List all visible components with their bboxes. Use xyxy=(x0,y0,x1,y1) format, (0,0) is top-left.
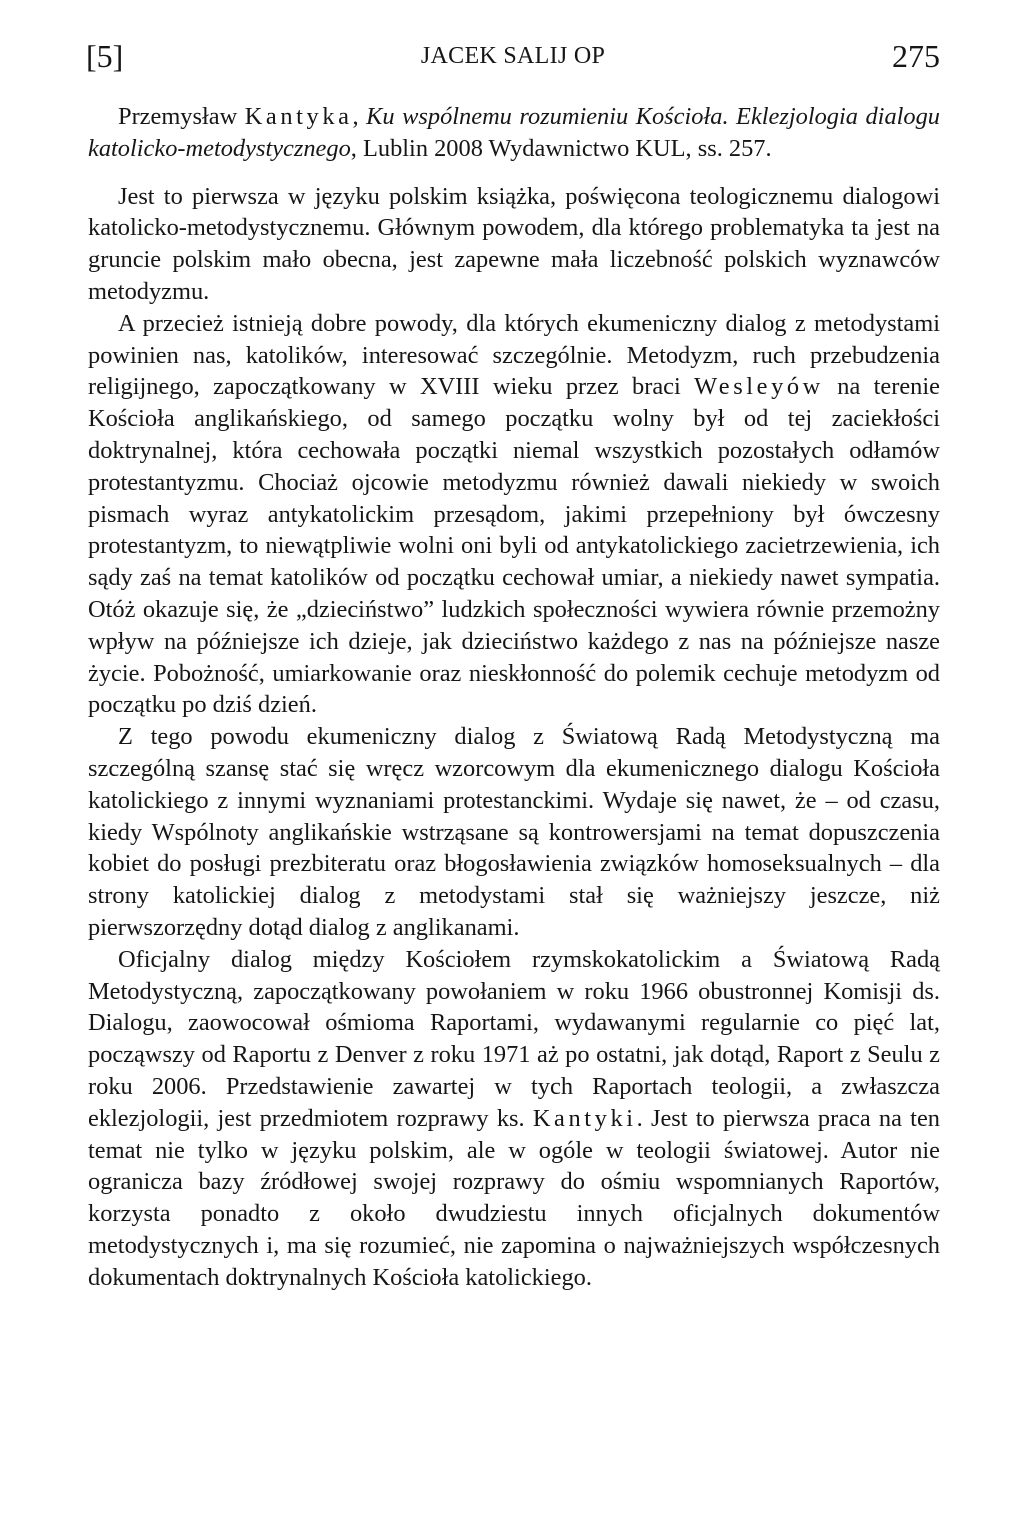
paragraph-2 xyxy=(88,308,940,721)
running-header xyxy=(86,34,940,78)
citation-author-last: Kantyka xyxy=(244,103,353,130)
section-number: [5] xyxy=(86,38,124,74)
citation-publication: , Lublin 2008 Wydawnictwo KUL, ss. 257. xyxy=(350,134,772,162)
page-number: 275 xyxy=(892,38,940,74)
paragraph-2-spaced-name: Wesleyów xyxy=(694,373,824,401)
paragraph-4-text-b: . Jest to pierwsza praca na ten temat nie tylko w języku polskim, ale w ogóle w teologii światowej. Autor nie ogranicza bazy źródłowej swojej rozprawy do ośmiu wspomnianych Raportów, korzysta ponadto z około dwudziestu innych oficjalnych dokumentów metodystycznych i, ma się rozumieć, nie zapomina o najważniejszych współczesnych dokumentach doktrynalnych Kościoła katolickiego. xyxy=(88,1104,940,1291)
book-citation: Przemysław Kantyka, Ku wspólnemu rozumieniu Kościoła. Eklezjologia dialogu katolicko-metodystycznego, Lublin 2008 Wydawnictwo KUL, ss. 257. xyxy=(88,103,940,162)
paragraph-4-text-a: Oficjalny dialog między Kościołem rzymskokatolickim a Światową Radą Metodystyczną, zapoczątkowany powołaniem w roku 1966 obustronnej Komisji ds. Dialogu, zaowocował ośmioma Raportami, wydawanymi regularnie co pięć lat, począwszy od Raportu z Denver z roku 1971 aż po ostatni, jak dotąd, Raport z Seulu z roku 2006. Przedstawienie zawartej w tych Raportach teologii, a zwłaszcza eklezjologii, jest przedmiotem rozprawy ks. xyxy=(88,945,940,1132)
paragraph-1: Jest to pierwsza w języku polskim książka, poświęcona teologicznemu dialogowi katolicko-metodystycznemu. Głównym powodem, dla którego problematyka ta jest na gruncie polskim mało obecna, jest zapewne mała liczebność polskich wyznawców metodyzmu. xyxy=(88,182,940,305)
paragraph-4 xyxy=(88,944,940,1294)
paragraph-3: Z tego powodu ekumeniczny dialog z Światową Radą Metodystyczną ma szczególną szansę stać się wręcz wzorcowym dla ekumenicznego dialogu Kościoła katolickiego z innymi wyznaniami protestanckimi. Wydaje się nawet, że – od czasu, kiedy Wspólnoty anglikańskie wstrząsane są kontrowersjami na temat dopuszczenia kobiet do posługi prezbiteratu oraz błogosławienia związków homoseksualnych – dla strony katolickiej dialog z metodystami stał się ważniejszy jeszcze, niż pierwszorzędny dotąd dialog z anglikanami. xyxy=(88,723,940,941)
article-body xyxy=(88,101,940,1293)
citation-title: Ku wspólnemu rozumieniu Kościoła. Eklezjologia dialogu katolicko-metodystycznego xyxy=(88,103,940,162)
paragraph-2-text-b: na terenie Kościoła anglikańskiego, od samego początku wolny był od tej zaciekłości doktrynalnej, która cechowała początki niemal wszystkich pozostałych odłamów protestantyzmu. Chociaż ojcowie metodyzmu również dawali niekiedy w swoich pismach wyraz antykatolickim przesądom, jakimi przepełniony był ówczesny protestantyzm, to niewątpliwie wolni oni byli od antykatolickiego zacietrzewienia, ich sądy zaś na temat katolików od początku cechował umiar, a niekiedy nawet sympatia. Otóż okazuje się, że „dzieciństwo” ludzkich społeczności wywiera równie przemożny wpływ na późniejsze ich dzieje, jak dzieciństwo każdego z nas na późniejsze nasze życie. Pobożność, umiarkowanie oraz nieskłonność do polemik cechuje metodyzm od początku po dziś dzień. xyxy=(88,373,940,719)
paragraph-4-spaced-name: Kantyki xyxy=(532,1104,637,1132)
paragraph-2-text-a: A przecież istnieją dobre powody, dla których ekumeniczny dialog z metodystami powinien nas, katolików, interesować szczególnie. Metodyzm, ruch przebudzenia religijnego, zapoczątkowany w XVIII wieku przez braci xyxy=(88,309,940,401)
citation-author-first: Przemysław xyxy=(118,103,238,130)
running-head-author: JACEK SALIJ OP xyxy=(420,43,606,69)
